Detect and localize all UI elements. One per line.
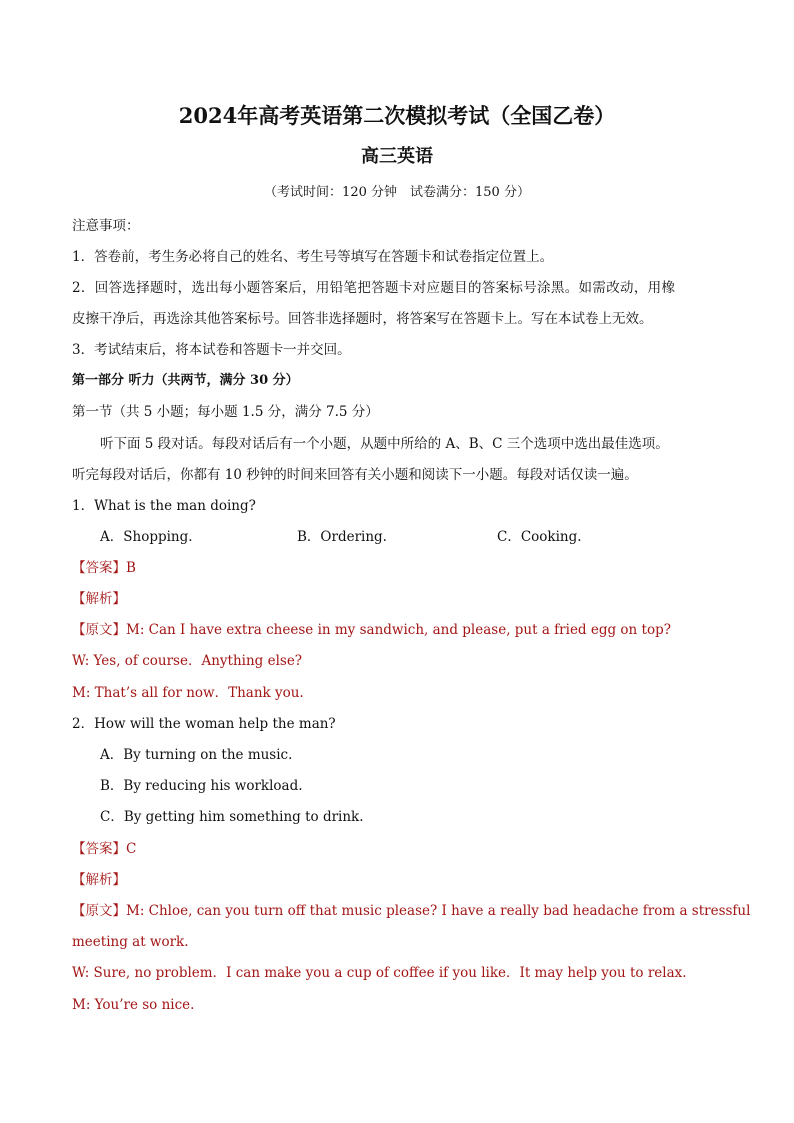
notice-heading: 注意事项： bbox=[72, 218, 140, 234]
q2-transcript-line-1b: meeting at work. bbox=[72, 934, 189, 950]
notice-item-2-line-2: 皮擦干净后，再选涂其他答案标号。回答非选择题时，将答案写在答题卡上。写在本试卷上无效。 bbox=[72, 311, 653, 327]
q1-answer: 【答案】B bbox=[72, 560, 136, 576]
q1-transcript-line-1: 【原文】M: Can I have extra cheese in my sandwich, and please, put a fried egg on top? bbox=[72, 622, 671, 638]
q2-transcript-line-1a: 【原文】M: Chloe, can you turn off that music please? I have a really bad headache from a stressful bbox=[72, 903, 751, 919]
q1-analysis-label: 【解析】 bbox=[72, 591, 126, 607]
instructions-line-1: 听下面 5 段对话。每段对话后有一个小题，从题中所给的 A、B、C 三个选项中选出最佳选项。 bbox=[100, 436, 669, 452]
q1-transcript-line-3: M: That’s all for now．Thank you. bbox=[72, 685, 304, 701]
notice-item-1: 1．答卷前，考生务必将自己的姓名、考生号等填写在答题卡和试卷指定位置上。 bbox=[72, 249, 554, 265]
page-subtitle: 高三英语 bbox=[361, 146, 433, 167]
notice-item-2-line-1: 2．回答选择题时，选出每小题答案后，用铅笔把答题卡对应题目的答案标号涂黑。如需改动，用橡 bbox=[72, 280, 675, 296]
instructions-line-2: 听完每段对话后，你都有 10 秒钟的时间来回答有关小题和阅读下一小题。每段对话仅读一遍。 bbox=[72, 467, 638, 483]
q2-option-a: A．By turning on the music. bbox=[100, 747, 293, 763]
q2-stem: 2．How will the woman help the man? bbox=[72, 716, 336, 732]
q2-analysis-label: 【解析】 bbox=[72, 872, 126, 888]
q2-transcript-line-3: M: You’re so nice. bbox=[72, 997, 195, 1013]
part1-heading: 第一部分 听力（共两节，满分 30 分） bbox=[72, 373, 299, 388]
q1-option-a: A．Shopping. bbox=[100, 529, 193, 545]
q1-stem: 1．What is the man doing? bbox=[72, 498, 256, 514]
q1-transcript-line-2: W: Yes, of course．Anything else? bbox=[72, 653, 303, 669]
section1-heading: 第一节（共 5 小题；每小题 1.5 分，满分 7.5 分） bbox=[72, 404, 379, 420]
page-title: 2024年高考英语第二次模拟考试（全国乙卷） bbox=[178, 103, 616, 128]
notice-item-3: 3．考试结束后，将本试卷和答题卡一并交回。 bbox=[72, 342, 351, 358]
q2-option-c: C．By getting him something to drink. bbox=[100, 809, 364, 825]
q1-option-c: C．Cooking. bbox=[497, 529, 582, 545]
q2-transcript-line-2: W: Sure, no problem．I can make you a cup of coffee if you like．It may help you to relax. bbox=[72, 965, 687, 981]
q2-option-b: B．By reducing his workload. bbox=[100, 778, 303, 794]
exam-info: （考试时间：120 分钟 试卷满分：150 分） bbox=[264, 185, 530, 200]
q1-option-b: B．Ordering. bbox=[297, 529, 387, 545]
q2-answer: 【答案】C bbox=[72, 841, 137, 857]
